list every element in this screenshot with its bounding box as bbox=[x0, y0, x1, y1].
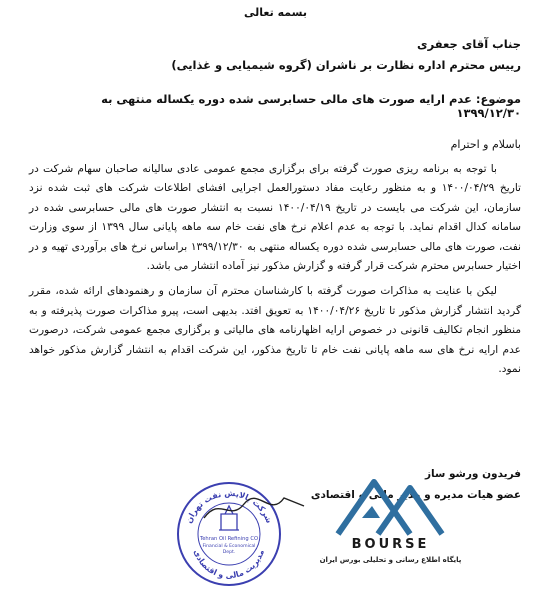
signer-name: فریدون ورشو ساز bbox=[424, 468, 521, 480]
svg-text:Tehran Oil Refining CO: Tehran Oil Refining CO bbox=[199, 536, 259, 542]
paragraph-2: لیکن با عنایت به مذاکرات صورت گرفته با کارشناسان محترم آن سازمان و رهنمودهای ارائه شده، مقرر گردید انتشار گزارش مذکور تا تاریخ ۱۴۰۰/۰۴/۲۶ به تعویق افتد. بدیهی است، پیرو مذاکرات صورت پذیرفته و به منظور انجام تکالیف قانونی در خصوص ارایه اظهارنامه های مالیاتی و برگزاری مجمع عمومی شرکت، درصورت عدم ارایه نرخ های سه ماهه پایانی نفت خام تا تاریخ مذکور، این شرکت اقدام به انتشار گزارش مذکور خواهد نمود. bbox=[29, 285, 521, 376]
addressee-name: جناب آقای جعفری bbox=[417, 37, 521, 51]
bourse-caption: پایگاه اطلاع رسانی و تحلیلی بورس ایران bbox=[319, 556, 462, 564]
svg-text:Dept.: Dept. bbox=[222, 550, 236, 555]
letter-body bbox=[29, 160, 521, 385]
basmala: بسمه تعالی bbox=[244, 6, 307, 19]
subject-line: موضوع: عدم ارایه صورت های مالی حسابرسی شده دوره یکساله منتهی به ۱۳۹۹/۱۲/۳۰ bbox=[101, 92, 521, 120]
svg-text:مدیریت مالی و اقتصادی: مدیریت مالی و اقتصادی bbox=[192, 548, 266, 581]
paragraph-1: با توجه به برنامه ریزی صورت گرفته برای برگزاری مجمع عمومی عادی سالیانه صاحبان سهام شرکت در تاریخ ۱۴۰۰/۰۴/۲۹ و به منظور رعایت مفاد دستورالعمل اجرایی افشای اطلاعات شرکت های ثبت شده نزد سازمان، این شرکت می بایست در تاریخ ۱۴۰۰/۰۴/۱۹ نسبت به انتشار صورت های مالی حسابرسی شده در سامانه کدال اقدام نماید. با توجه به عدم اعلام نرخ های نفت خام سه ماهه پایانی سال ۱۳۹۹ از سوی وزارت نفت، صورت های مالی حسابرسی شده دوره یکساله منتهی به ۱۳۹۹/۱۲/۳۰ براساس نرخ های برآوردی تهیه و در اختیار حسابرس محترم شرکت قرار گرفته و گزارش مذکور نیز آماده انتشار می باشد. bbox=[29, 163, 522, 273]
signer-title: عضو هیات مدیره و مدیر مالی و اقتصادی bbox=[310, 489, 521, 501]
svg-text:Financial & Economical: Financial & Economical bbox=[202, 544, 256, 549]
addressee-block bbox=[41, 34, 521, 76]
svg-text:شرکت پالایش نفت تهران: شرکت پالایش نفت تهران bbox=[184, 488, 274, 525]
greeting: باسلام و احترام bbox=[450, 138, 521, 151]
addressee-title: رییس محترم اداره نظارت بر ناشران (گروه شیمیایی و غذایی) bbox=[171, 58, 521, 72]
signature-icon bbox=[200, 488, 310, 528]
bourse-wordmark: BOURSE bbox=[351, 537, 430, 552]
